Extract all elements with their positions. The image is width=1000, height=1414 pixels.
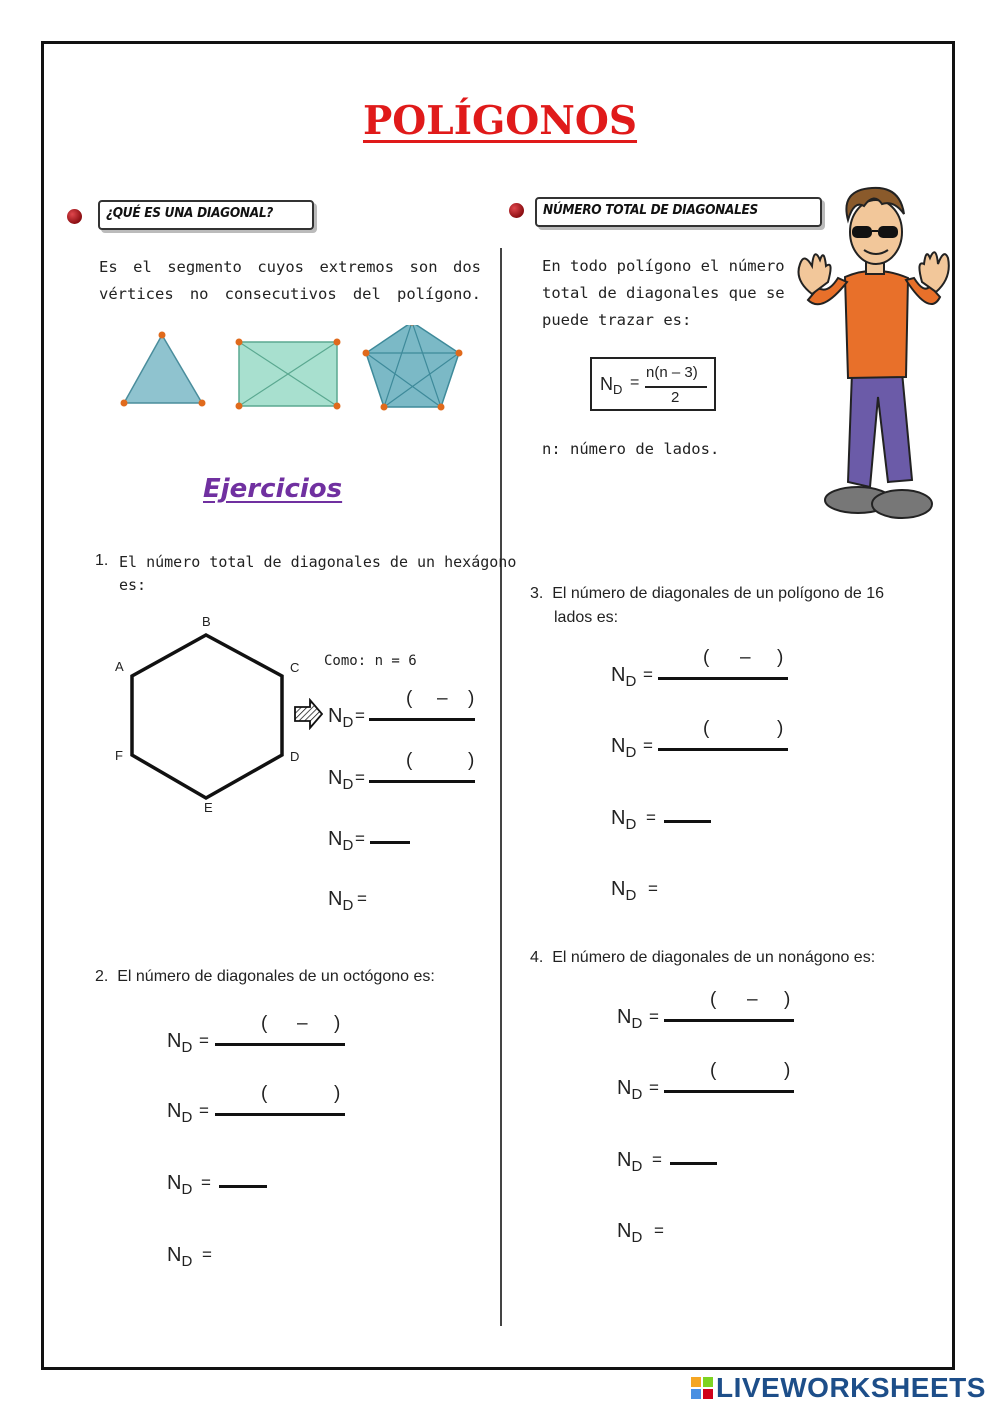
nd-symbol: $N_D$	[611, 735, 637, 761]
close-paren: )	[777, 718, 784, 739]
equals-sign: =	[649, 1007, 659, 1026]
exercise-2-number: 2.	[95, 968, 109, 985]
close-paren: )	[777, 647, 784, 668]
exercise-3-number: 3.	[530, 585, 544, 602]
nd-symbol: $N_D$	[617, 1149, 643, 1175]
formula-fraction-line	[645, 386, 707, 388]
exercise-2-question	[95, 965, 435, 989]
ex4-equation-1	[617, 989, 807, 1036]
total-text-line-2: total de diagonales que se	[542, 284, 785, 302]
equals-sign: =	[201, 1173, 211, 1192]
fraction-line	[370, 841, 410, 844]
ex1-equation-1	[328, 688, 488, 735]
close-paren: )	[784, 989, 791, 1010]
fraction-line	[215, 1043, 345, 1046]
ex2-equation-2	[167, 1083, 357, 1130]
ex3-equation-1	[611, 647, 801, 694]
formula-numerator: n(n – 3)	[646, 364, 698, 381]
nd-symbol: $N_D$	[328, 828, 354, 854]
exercise-4-text: El número de diagonales de un nonágono es:	[552, 949, 876, 966]
close-paren: )	[468, 688, 475, 709]
section-header-diagonal: ¿QUÉ ES UNA DIAGONAL?	[98, 200, 314, 230]
minus-sign: –	[747, 989, 758, 1010]
vertex-label-a: A	[115, 659, 124, 674]
fraction-line	[219, 1185, 267, 1188]
open-paren: (	[710, 1060, 717, 1081]
n-definition: n: número de lados.	[542, 440, 720, 458]
ex1-equation-4	[328, 888, 388, 918]
fraction-line	[664, 1019, 794, 1022]
ex1-equation-3	[328, 828, 428, 858]
exercise-1-line-1: El número total de diagonales de un hexágono	[119, 553, 517, 571]
close-paren: )	[784, 1060, 791, 1081]
equals-sign: =	[355, 768, 365, 787]
formula-denominator: 2	[671, 389, 680, 406]
arrow-right-icon	[293, 698, 323, 730]
equals-sign: =	[648, 879, 658, 898]
open-paren: (	[406, 688, 413, 709]
nd-symbol: $N_D$	[617, 1220, 643, 1246]
exercise-3-question	[530, 582, 884, 630]
exercise-3-line-2: lados es:	[554, 609, 619, 626]
bullet-dot	[67, 209, 82, 224]
open-paren: (	[406, 750, 413, 771]
minus-sign: –	[740, 647, 751, 668]
fraction-line	[369, 718, 475, 721]
definition-text: Es el segmento cuyos extremos son dos vértices no consecutivos del polígono.	[99, 258, 481, 303]
equals-sign: =	[654, 1221, 664, 1240]
ex2-equation-4	[167, 1244, 237, 1274]
vertex-label-b: B	[202, 614, 211, 629]
total-diagonals-text	[542, 253, 785, 334]
exercises-heading: Ejercicios	[203, 474, 343, 504]
page-title: POLÍGONOS	[362, 98, 638, 144]
vertex-label-e: E	[204, 800, 213, 815]
nd-symbol: $N_D$	[167, 1172, 193, 1198]
minus-sign: –	[437, 688, 448, 709]
equals-sign: =	[357, 889, 367, 908]
bullet-dot	[509, 203, 524, 218]
formula-nd: $N_D$	[600, 374, 623, 397]
ex4-equation-3	[617, 1149, 737, 1179]
column-divider	[500, 248, 502, 1326]
equals-sign: =	[649, 1078, 659, 1097]
close-paren: )	[334, 1083, 341, 1104]
fraction-line	[664, 820, 711, 823]
formula-equals: =	[630, 374, 640, 391]
vertex-label-d: D	[290, 749, 300, 764]
equals-sign: =	[646, 808, 656, 827]
open-paren: (	[703, 718, 710, 739]
close-paren: )	[468, 750, 475, 771]
equals-sign: =	[202, 1245, 212, 1264]
liveworksheets-logo-icon	[691, 1377, 715, 1401]
open-paren: (	[710, 989, 717, 1010]
triangle-shape	[121, 332, 206, 407]
ex1-equation-2	[328, 750, 488, 797]
equals-sign: =	[355, 829, 365, 848]
hexagon-figure	[110, 610, 310, 820]
nd-symbol: $N_D$	[611, 878, 637, 904]
nd-symbol: $N_D$	[167, 1030, 193, 1056]
ex4-equation-4	[617, 1220, 687, 1250]
fraction-line	[215, 1113, 345, 1116]
cartoon-teacher-illustration	[790, 182, 960, 532]
section-header-total: NÚMERO TOTAL DE DIAGONALES	[535, 197, 822, 227]
total-text-line-1: En todo polígono el número	[542, 257, 785, 275]
fraction-line	[664, 1090, 794, 1093]
fraction-line	[369, 780, 475, 783]
polygon-examples	[110, 325, 470, 420]
nd-symbol: $N_D$	[611, 664, 637, 690]
exercise-4-number: 4.	[530, 949, 544, 966]
fraction-line	[658, 748, 788, 751]
ex4-equation-2	[617, 1060, 807, 1107]
exercise-3-line-1: El número de diagonales de un polígono de 16	[552, 585, 885, 602]
formula-box	[590, 357, 716, 411]
vertex-label-c: C	[290, 660, 300, 675]
nd-symbol: $N_D$	[617, 1006, 643, 1032]
equals-sign: =	[643, 736, 653, 755]
fraction-line	[658, 677, 788, 680]
fraction-line	[670, 1162, 717, 1165]
nd-symbol: $N_D$	[617, 1077, 643, 1103]
exercise-2-text: El número de diagonales de un octógono es:	[117, 968, 435, 985]
total-text-line-3: puede trazar es:	[542, 311, 692, 329]
nd-symbol: $N_D$	[167, 1244, 193, 1270]
equals-sign: =	[643, 665, 653, 684]
equals-sign: =	[355, 706, 365, 725]
ex3-equation-3	[611, 807, 731, 837]
ex2-equation-3	[167, 1172, 287, 1202]
exercise-1-text	[119, 551, 516, 597]
nd-symbol: $N_D$	[167, 1100, 193, 1126]
ex2-equation-1	[167, 1013, 357, 1060]
como-n-text: Como: n = 6	[324, 653, 417, 669]
nd-symbol: $N_D$	[611, 807, 637, 833]
open-paren: (	[261, 1013, 268, 1034]
nd-symbol: $N_D$	[328, 705, 354, 731]
exercise-1-line-2: es:	[119, 576, 147, 594]
nd-symbol: $N_D$	[328, 888, 354, 914]
equals-sign: =	[199, 1101, 209, 1120]
rectangle-shape	[236, 339, 341, 410]
open-paren: (	[261, 1083, 268, 1104]
close-paren: )	[334, 1013, 341, 1034]
equals-sign: =	[652, 1150, 662, 1169]
exercise-1-number: 1.	[95, 552, 109, 569]
exercise-4-question	[530, 946, 875, 970]
liveworksheets-brand: LIVEWORKSHEETS	[716, 1372, 986, 1403]
ex3-equation-2	[611, 718, 801, 765]
pentagon-shape	[363, 325, 463, 411]
minus-sign: –	[297, 1013, 308, 1034]
nd-symbol: $N_D$	[328, 767, 354, 793]
equals-sign: =	[199, 1031, 209, 1050]
ex3-equation-4	[611, 878, 681, 908]
vertex-label-f: F	[115, 748, 123, 763]
open-paren: (	[703, 647, 710, 668]
